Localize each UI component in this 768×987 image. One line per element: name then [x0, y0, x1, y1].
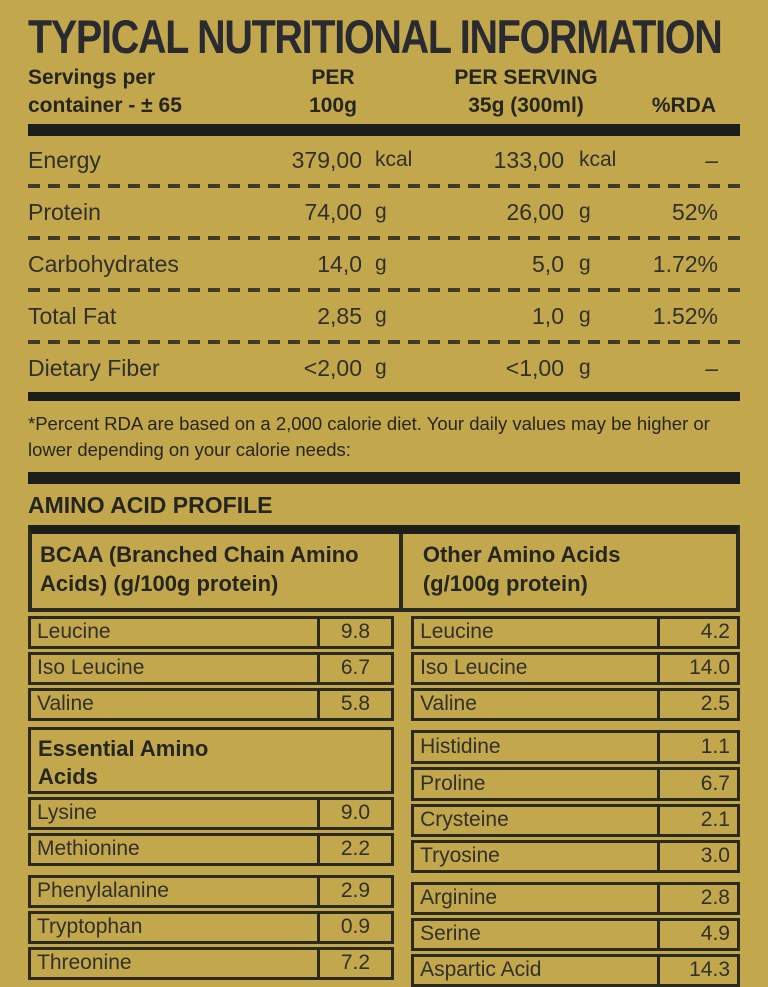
other-amino-column — [411, 616, 740, 987]
amino-value: 2.2 — [317, 836, 391, 863]
amino-name: Histidine — [420, 734, 501, 758]
amino-value: 5.8 — [317, 691, 391, 718]
amino-value: 14.3 — [657, 957, 737, 984]
bcaa-column — [28, 616, 394, 987]
table-row — [411, 954, 740, 987]
amino-table-body — [28, 616, 740, 987]
amino-value: 2.8 — [657, 885, 737, 912]
table-row — [411, 804, 740, 837]
rda-value: 1.52% — [652, 302, 718, 329]
per-serving-value: 26,00 — [506, 198, 564, 225]
rda-value: – — [705, 146, 718, 173]
amino-name: Tryosine — [420, 844, 500, 868]
table-row — [28, 652, 394, 685]
per-serving-value: <1,00 — [505, 354, 564, 381]
amino-name: Iso Leucine — [37, 656, 145, 680]
amino-name: Methionine — [37, 837, 140, 861]
amino-name: Threonine — [37, 951, 132, 975]
table-row — [28, 797, 394, 830]
servings-line2: container - ± 65 — [28, 93, 182, 117]
amino-value: 9.0 — [317, 800, 391, 827]
table-row — [411, 688, 740, 721]
table-row — [411, 616, 740, 649]
row-label: Protein — [28, 198, 101, 225]
header-divider-bar — [28, 124, 740, 136]
per-serving-column-header — [416, 64, 636, 119]
amino-name: Valine — [37, 692, 94, 716]
table-column-headers — [28, 64, 740, 119]
per-serving-value: 133,00 — [493, 146, 564, 173]
row-label: Total Fat — [28, 302, 117, 329]
table-row — [28, 833, 394, 866]
rda-value: – — [705, 354, 718, 381]
per100-line1: PER — [311, 66, 355, 89]
per-100g-unit: g — [375, 356, 387, 380]
amino-name: Arginine — [420, 886, 498, 910]
bcaa-header-cell: BCAA (Branched Chain Amino Acids) (g/100g protein) — [32, 534, 403, 607]
serving-line1: PER SERVING — [454, 66, 598, 89]
per-100g-column-header — [278, 64, 388, 119]
table-row — [28, 947, 394, 980]
amino-name: Valine — [420, 692, 477, 716]
servings-line1: Servings per — [28, 66, 156, 89]
table-row — [28, 688, 394, 721]
amino-value: 2.5 — [657, 691, 737, 718]
amino-value: 9.8 — [317, 619, 391, 646]
row-label: Energy — [28, 146, 101, 173]
table-row-total-fat — [28, 292, 740, 340]
per-100g-value: 74,00 — [304, 198, 362, 225]
amino-value: 14.0 — [657, 655, 737, 682]
amino-value: 1.1 — [657, 733, 737, 761]
amino-name: Aspartic Acid — [420, 958, 542, 982]
amino-name: Serine — [420, 922, 481, 946]
table-row — [28, 875, 394, 908]
table-row — [411, 767, 740, 801]
per-100g-unit: g — [375, 252, 387, 276]
rda-value: 1.72% — [652, 250, 718, 277]
other-amino-header-cell — [403, 534, 736, 607]
amino-value: 3.0 — [657, 843, 737, 870]
amino-name: Leucine — [37, 620, 111, 644]
table-row-carbohydrates — [28, 240, 740, 288]
per-100g-unit: g — [375, 304, 387, 328]
per-serving-unit: g — [579, 304, 591, 328]
per-serving-unit: g — [579, 200, 591, 224]
amino-value: 2.9 — [317, 878, 391, 905]
table-row-dietary-fiber — [28, 344, 740, 392]
amino-name: Iso Leucine — [420, 656, 528, 680]
per-100g-value: 2,85 — [317, 302, 362, 329]
amino-name: Phenylalanine — [37, 879, 169, 903]
amino-value: 0.9 — [317, 914, 391, 941]
page-title: TYPICAL NUTRITIONAL INFORMATION — [28, 10, 722, 63]
table-row-protein — [28, 188, 740, 236]
serving-line2: 35g (300ml) — [468, 93, 584, 117]
other-amino-header-text: Other Amino Acids (g/100g protein) — [422, 542, 621, 597]
amino-section-title: AMINO ACID PROFILE — [28, 492, 273, 519]
per-100g-unit: kcal — [375, 148, 413, 172]
table-row — [411, 730, 740, 764]
per-serving-unit: g — [579, 356, 591, 380]
table-row-energy — [28, 136, 740, 184]
amino-name: Tryptophan — [37, 915, 143, 939]
per-serving-value: 1,0 — [532, 302, 564, 329]
table-bottom-bar — [28, 392, 740, 401]
table-row — [28, 911, 394, 944]
table-row — [411, 918, 740, 951]
amino-name: Lysine — [37, 801, 97, 825]
table-row — [28, 616, 394, 649]
per-100g-value: 379,00 — [291, 146, 362, 173]
servings-per-container-header — [28, 64, 278, 119]
per-serving-value: 5,0 — [532, 250, 564, 277]
amino-value: 6.7 — [317, 655, 391, 682]
essential-amino-acids-subheader — [28, 727, 394, 794]
table-row — [411, 652, 740, 685]
amino-value: 4.9 — [657, 921, 737, 948]
amino-value: 2.1 — [657, 807, 737, 834]
per-100g-value: <2,00 — [303, 354, 362, 381]
per-100g-unit: g — [375, 200, 387, 224]
rda-column-header: %RDA — [651, 93, 716, 117]
amino-value: 7.2 — [317, 950, 391, 977]
table-row — [411, 840, 740, 873]
row-label: Carbohydrates — [28, 250, 179, 277]
amino-name: Proline — [420, 771, 486, 795]
essential-amino-acids-label: Essential Amino Acids — [38, 735, 209, 790]
amino-value: 4.2 — [657, 619, 737, 646]
per-serving-unit: g — [579, 252, 591, 276]
nutrition-table — [28, 136, 740, 392]
per100-line2: 100g — [309, 93, 357, 117]
rda-footnote: *Percent RDA are based on a 2,000 calorie diet. Your daily values may be higher or lower depending on your calorie needs: — [28, 413, 710, 460]
amino-name: Crysteine — [420, 808, 509, 832]
amino-section-top-bar — [28, 472, 740, 484]
row-label: Dietary Fiber — [28, 354, 160, 381]
amino-value: 6.7 — [657, 770, 737, 798]
rda-value: 52% — [671, 198, 718, 225]
amino-name: Leucine — [420, 620, 494, 644]
per-100g-value: 14,0 — [317, 250, 362, 277]
table-row — [411, 882, 740, 915]
per-serving-unit: kcal — [579, 148, 617, 172]
amino-table-header — [28, 525, 740, 611]
